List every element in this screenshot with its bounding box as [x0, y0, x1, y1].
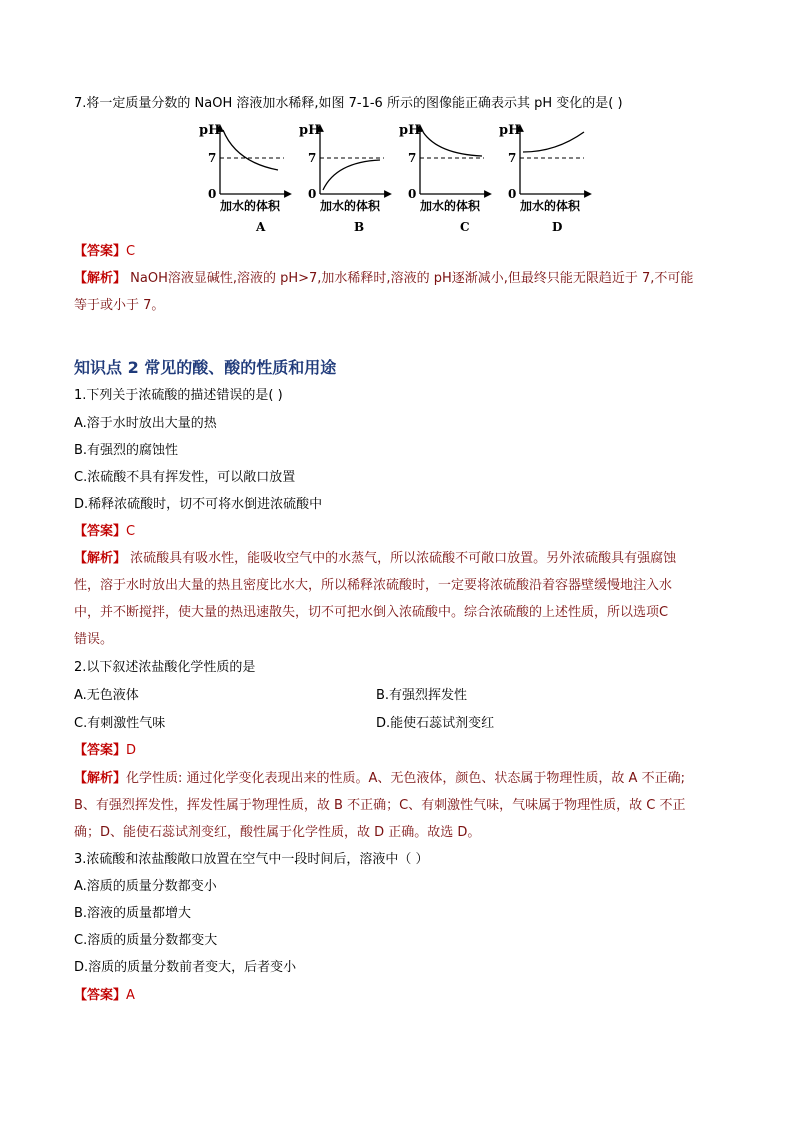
graph-a-xlabel: 加水的体积 [220, 199, 281, 213]
graph-b-seven: 7 [308, 151, 317, 165]
ph-graphs-figure [196, 118, 606, 238]
answer-value: C [126, 524, 136, 539]
q2-option-a: A.无色液体 [74, 688, 139, 703]
graph-d-seven: 7 [508, 151, 517, 165]
graph-c-zero: 0 [408, 187, 417, 201]
graph-a-ylabel: pH [199, 123, 221, 138]
q2-stem: 2.以下叙述浓盐酸化学性质的是 [74, 660, 256, 675]
q3-option-d: D.溶质的质量分数前者变大，后者变小 [74, 960, 297, 975]
answer-tag: 【答案】 [74, 524, 127, 539]
q1-explanation-line-4: 错误。 [74, 632, 114, 647]
explanation-tag: 【解析】 [74, 771, 127, 786]
ph-graphs-svg [196, 118, 606, 238]
answer-tag: 【答案】 [74, 988, 127, 1003]
graph-c-curve [423, 132, 482, 156]
graph-a-zero: 0 [208, 187, 217, 201]
graph-d-curve [523, 132, 584, 152]
graph-d [499, 123, 588, 234]
section-heading: 知识点 2 常见的酸、酸的性质和用途 [74, 358, 337, 377]
graph-b-curve [323, 160, 380, 190]
q3-option-b: B.溶液的质量都增大 [74, 906, 192, 921]
answer-value: A [126, 988, 135, 1003]
q7-explanation-line-2: 等于或小于 7。 [74, 298, 165, 313]
graph-b-zero: 0 [308, 187, 317, 201]
graph-b [299, 123, 388, 234]
graph-b-letter: B [354, 220, 365, 234]
explanation-tag: 【解析】 [74, 271, 127, 286]
q3-answer-line [74, 988, 135, 1004]
q2-option-b: B.有强烈挥发性 [376, 688, 468, 703]
explanation-tag: 【解析】 [74, 551, 127, 566]
q1-answer-line [74, 524, 135, 540]
graph-b-ylabel: pH [299, 123, 321, 138]
answer-value: D [126, 743, 137, 758]
graph-a-curve [223, 130, 278, 170]
q2-explanation-line-3: 确；D、能使石蕊试剂变红，酸性属于化学性质，故 D 正确。故选 D。 [74, 825, 481, 840]
q3-option-a: A.溶质的质量分数都变小 [74, 879, 217, 894]
q3-option-c: C.溶质的质量分数都变大 [74, 933, 218, 948]
q7-answer-line [74, 244, 135, 260]
graph-c-ylabel: pH [399, 123, 421, 138]
graph-d-xlabel: 加水的体积 [520, 199, 581, 213]
q1-option-c: C.浓硫酸不具有挥发性，可以敞口放置 [74, 470, 296, 485]
q2-option-d: D.能使石蕊试剂变红 [376, 716, 495, 731]
answer-value: C [126, 244, 136, 259]
graph-d-letter: D [552, 220, 563, 234]
q2-answer-line [74, 743, 136, 759]
answer-tag: 【答案】 [74, 244, 127, 259]
graph-c-seven: 7 [408, 151, 417, 165]
q1-stem: 1.下列关于浓硫酸的描述错误的是( ) [74, 388, 283, 403]
q1-option-d: D.稀释浓硫酸时，切不可将水倒进浓硫酸中 [74, 497, 323, 512]
q2-option-c: C.有刺激性气味 [74, 716, 166, 731]
graph-a [199, 123, 288, 234]
graph-a-letter: A [256, 220, 266, 234]
q1-option-b: B.有强烈的腐蚀性 [74, 443, 179, 458]
answer-tag: 【答案】 [74, 743, 127, 758]
q7-explanation-line-1 [74, 271, 693, 287]
graph-a-seven: 7 [208, 151, 217, 165]
explanation-text: NaOH溶液显碱性,溶液的 pH>7,加水稀释时,溶液的 pH逐渐减小,但最终只能无限趋近于 7,不可能 [126, 271, 694, 286]
graph-d-zero: 0 [508, 187, 517, 201]
graph-b-xlabel: 加水的体积 [320, 199, 381, 213]
graph-c-letter: C [460, 220, 470, 234]
explanation-text: 化学性质: 通过化学变化表现出来的性质。A、无色液体，颜色、状态属于物理性质，故 A 不正确; [126, 771, 685, 786]
q1-explanation-line-3: 中，并不断搅拌，使大量的热迅速散失，切不可把水倒入浓硫酸中。综合浓硫酸的上述性质，所以选项C [74, 605, 669, 620]
q3-stem: 3.浓硫酸和浓盐酸敞口放置在空气中一段时间后，溶液中（ ） [74, 852, 429, 867]
graph-c [399, 123, 488, 234]
q1-option-a: A.溶于水时放出大量的热 [74, 416, 217, 431]
q2-explanation-line-2: B、有强烈挥发性，挥发性属于物理性质，故 B 不正确；C、有刺激性气味，气味属于物理性质，故 C 不正 [74, 798, 686, 813]
graph-d-ylabel: pH [499, 123, 521, 138]
q2-explanation-line-1 [74, 771, 685, 787]
q1-explanation-line-1 [74, 551, 676, 567]
graph-c-xlabel: 加水的体积 [420, 199, 481, 213]
explanation-text: 浓硫酸具有吸水性，能吸收空气中的水蒸气，所以浓硫酸不可敞口放置。另外浓硫酸具有强腐蚀 [126, 551, 677, 566]
q7-stem: 7.将一定质量分数的 NaOH 溶液加水稀释,如图 7-1-6 所示的图像能正确表示其 pH 变化的是( ) [74, 96, 623, 111]
q1-explanation-line-2: 性，溶于水时放出大量的热且密度比水大，所以稀释浓硫酸时，一定要将浓硫酸沿着容器壁缓慢地注入水 [74, 578, 673, 593]
